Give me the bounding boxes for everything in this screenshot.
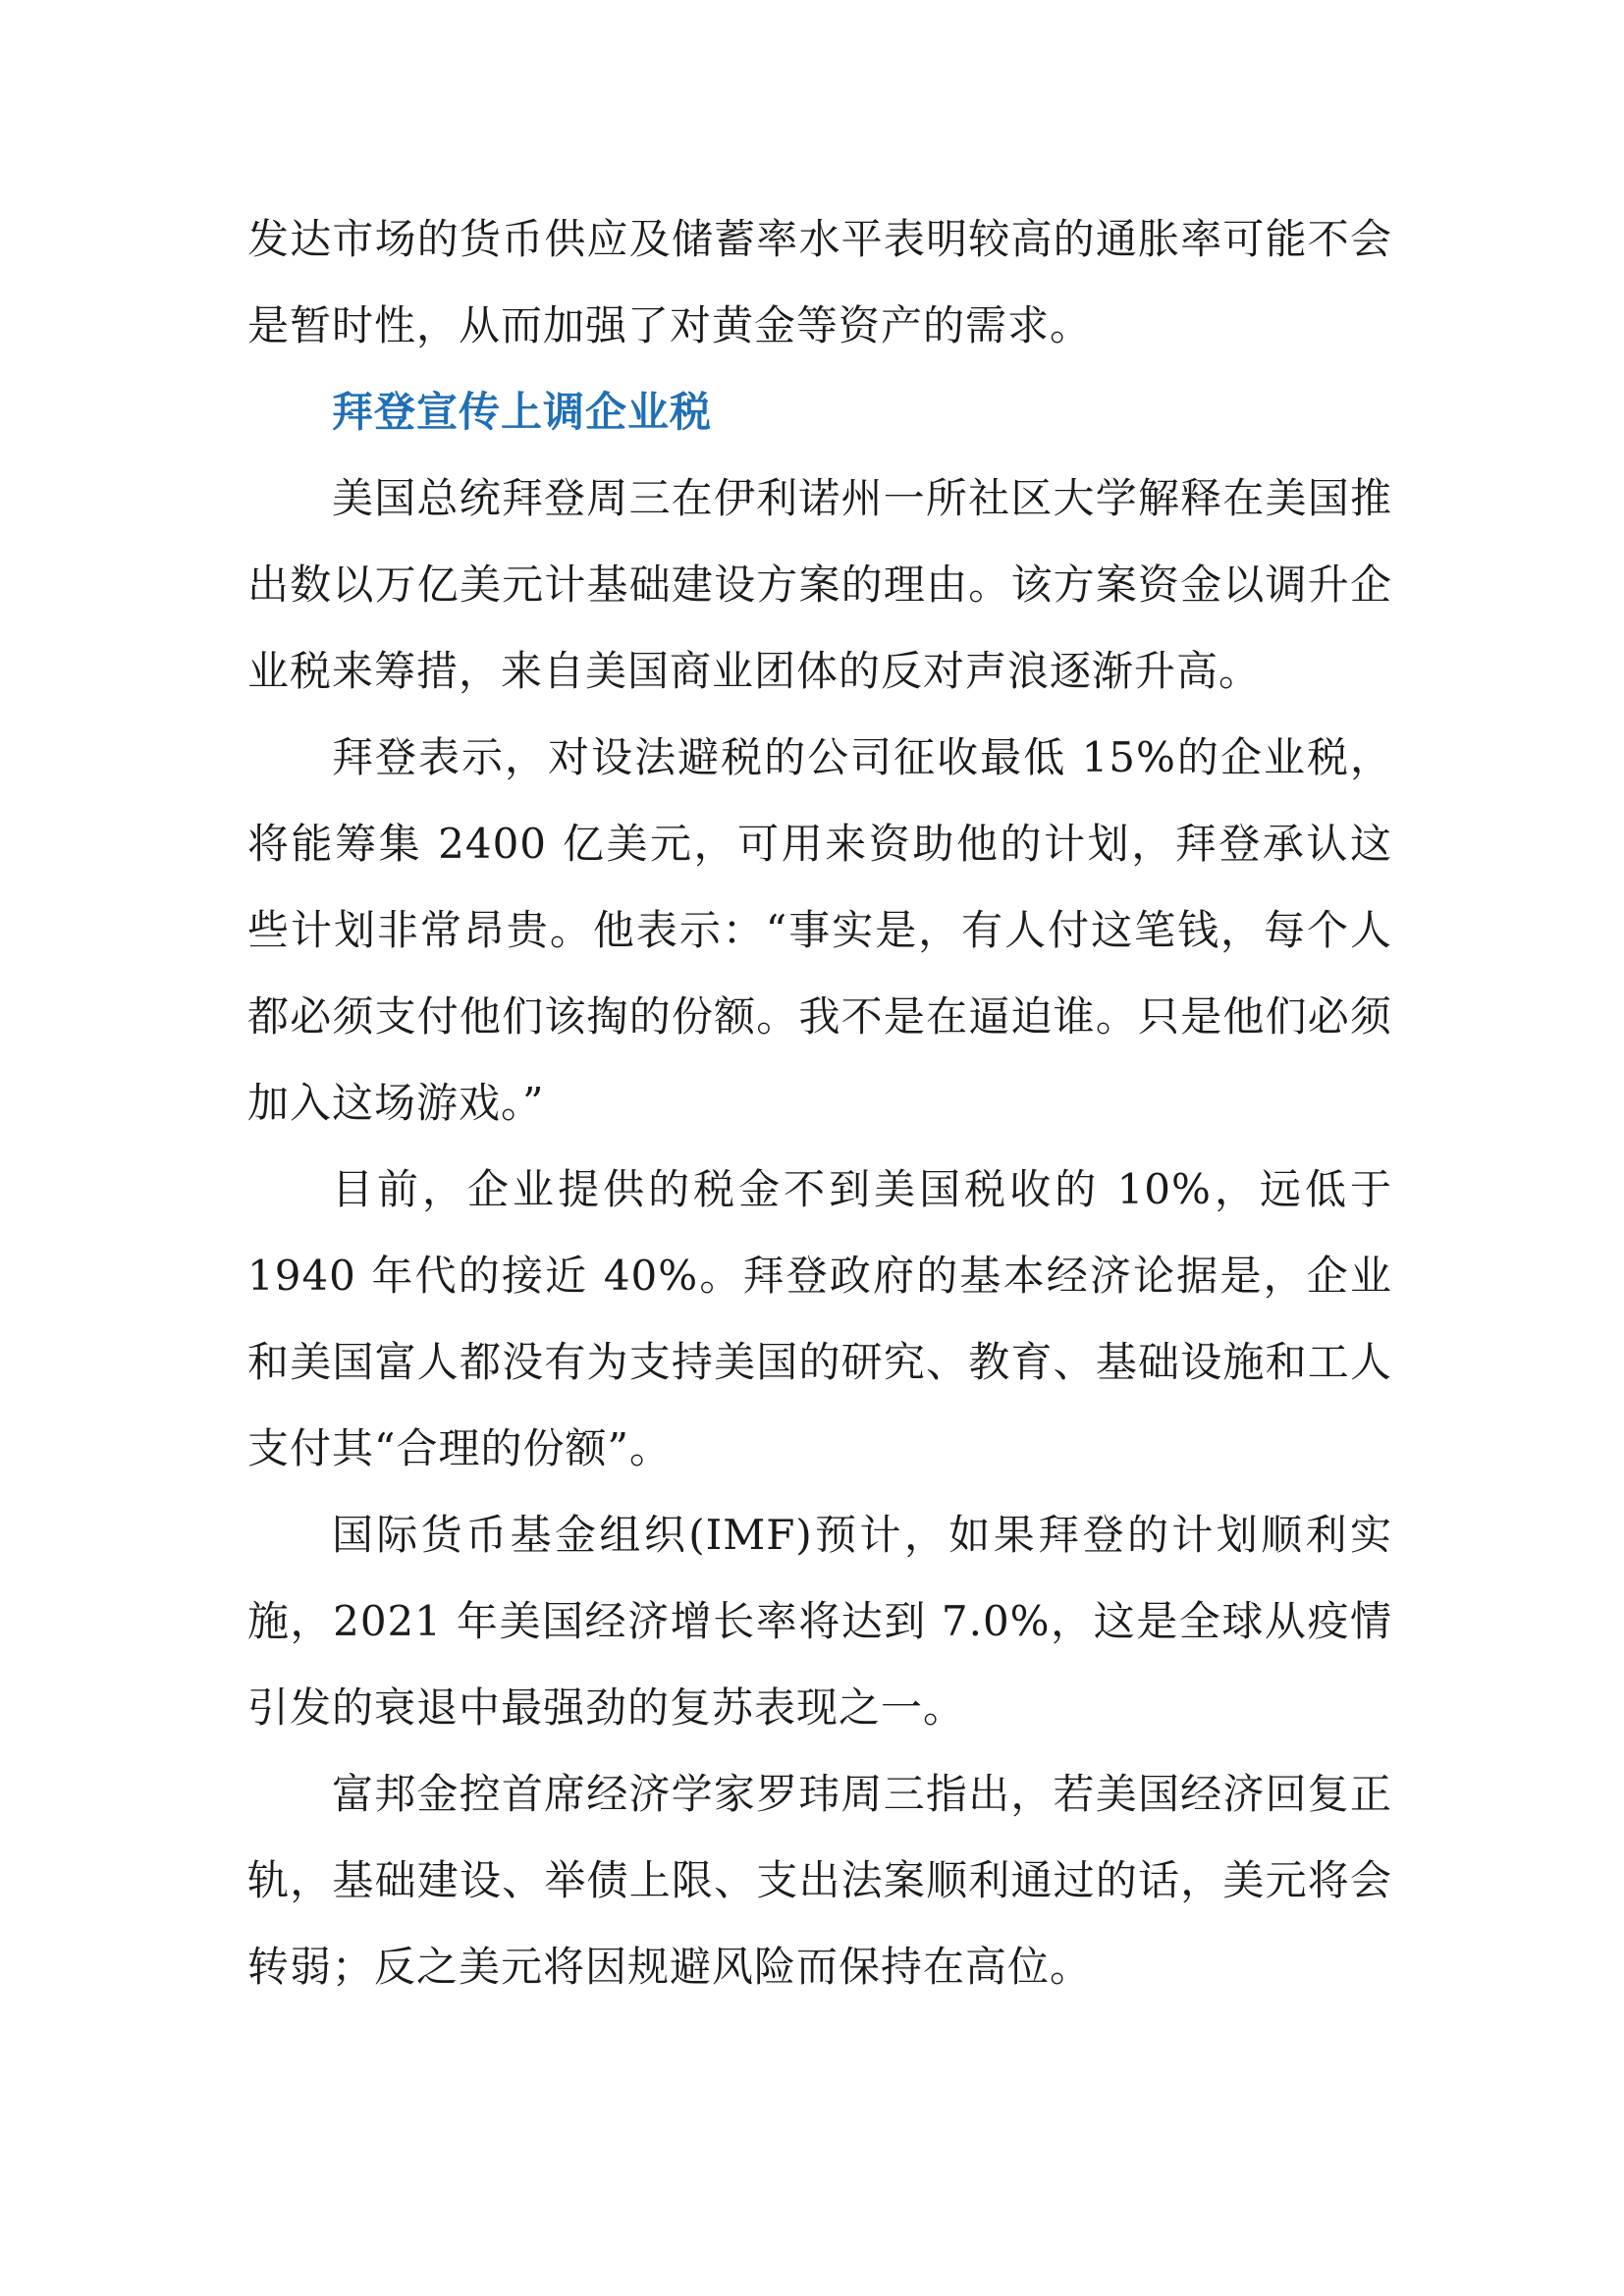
body-paragraph-1: 美国总统拜登周三在伊利诺州一所社区大学解释在美国推出数以万亿美元计基础建设方案的理由。该方案资金以调升企业税来筹措，来自美国商业团体的反对声浪逐渐升高。 xyxy=(247,474,1392,695)
section-heading: 拜登宣传上调企业税 xyxy=(332,388,713,436)
document-page xyxy=(247,196,1392,2010)
continued-paragraph: 发达市场的货币供应及储蓄率水平表明较高的通胀率可能不会是暂时性，从而加强了对黄金等资产的需求。 xyxy=(247,215,1392,349)
body-paragraph-3: 目前，企业提供的税金不到美国税收的 10%，远低于 1940 年代的接近 40%。拜登政府的基本经济论据是，企业和美国富人都没有为支持美国的研究、教育、基础设施和工人支付其“合理的份额”。 xyxy=(247,1165,1392,1472)
body-paragraph-5: 富邦金控首席经济学家罗玮周三指出，若美国经济回复正轨，基础建设、举债上限、支出法案顺利通过的话，美元将会转弱；反之美元将因规避风险而保持在高位。 xyxy=(247,1770,1392,1991)
body-paragraph-2: 拜登表示，对设法避税的公司征收最低 15%的企业税，将能筹集 2400 亿美元，可用来资助他的计划，拜登承认这些计划非常昂贵。他表示：“事实是，有人付这笔钱，每个人都必须支付他们该掏的份额。我不是在逼迫谁。只是他们必须加入这场游戏。” xyxy=(247,733,1392,1127)
body-paragraph-4: 国际货币基金组织(IMF)预计，如果拜登的计划顺利实施，2021 年美国经济增长率将达到 7.0%，这是全球从疫情引发的衰退中最强劲的复苏表现之一。 xyxy=(247,1511,1392,1732)
